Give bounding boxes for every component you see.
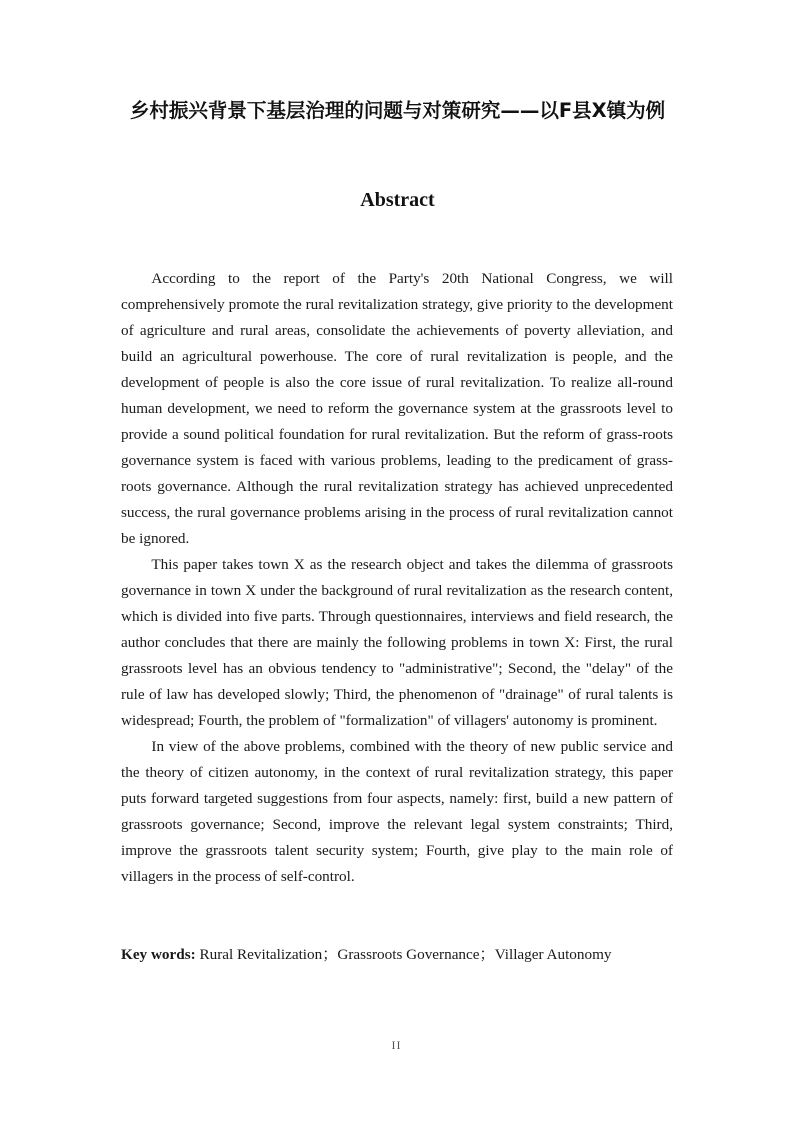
abstract-heading: Abstract	[360, 189, 435, 211]
thesis-title: 乡村振兴背景下基层治理的问题与对策研究——以F县X镇为例	[129, 99, 666, 122]
abstract-paragraph-3: In view of the above problems, combined with the theory of new public service and the theory of citizen autonomy, in the context of rural revitalization strategy, this paper puts forward targeted suggestions from four aspects, namely: first, build a new pattern of grassroots governance; Second, improve the relevant legal system constraints; Third, improve the grassroots talent security system; Fourth, give play to the main role of villagers in the process of self-control.	[121, 738, 673, 885]
abstract-paragraph-2: This paper takes town X as the research object and takes the dilemma of grassroots governance in town X under the background of rural revitalization as the research content, which is divided into five parts. Through questionnaires, interviews and field research, the author concludes that there are mainly the following problems in town X: First, the rural grassroots level has an obvious tendency to "administrative"; Second, the "delay" of the rule of law has developed slowly; Third, the phenomenon of "drainage" of rural talents is widespread; Fourth, the problem of "formalization" of villagers' autonomy is prominent.	[121, 556, 673, 729]
abstract-paragraph-1: According to the report of the Party's 20th National Congress, we will comprehensively promote the rural revitalization strategy, give priority to the development of agriculture and rural areas, consolidate the achievements of poverty alleviation, and build an agricultural powerhouse. The core of rural revitalization is people, and the development of people is also the core issue of rural revitalization. To realize all-round human development, we need to reform the governance system at the grassroots level to provide a sound political foundation for rural revitalization. But the reform of grass-roots governance system is faced with various problems, leading to the predicament of grass-roots governance. Although the rural revitalization strategy has achieved unprecedented success, the rural governance problems arising in the process of rural revitalization cannot be ignored.	[121, 270, 673, 547]
abstract-body	[121, 266, 673, 890]
page-number: II	[391, 1038, 402, 1052]
keywords-label: Key words:	[121, 946, 196, 963]
keywords-text: Rural Revitalization；Grassroots Governance；Villager Autonomy	[199, 946, 612, 963]
keywords-line	[121, 942, 673, 968]
